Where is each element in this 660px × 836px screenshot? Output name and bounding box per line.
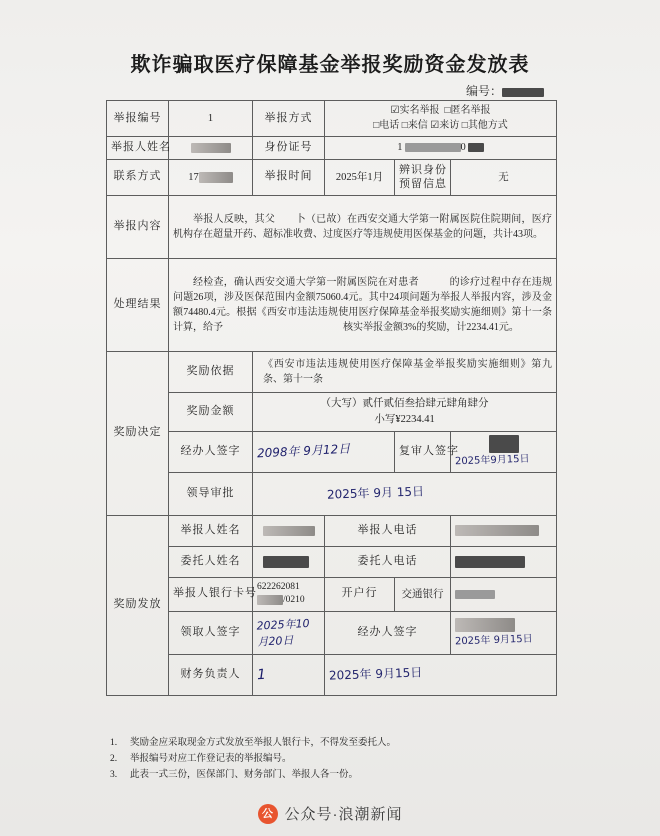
note-text: 此表一式三份，医保部门、财务部门、举报人各一份。: [130, 770, 359, 781]
note-item: [110, 735, 580, 751]
table-row: [107, 392, 557, 431]
leader-approval-value: [253, 472, 557, 515]
table-row: [107, 258, 557, 351]
watermark-text: 公众号·浪潮新闻: [284, 806, 403, 823]
note-item: [110, 751, 580, 767]
trustee-phone-value: [451, 546, 557, 577]
contact-value: [169, 159, 253, 195]
table-row: [107, 351, 557, 392]
receive-sign-label: 领取人签字: [169, 612, 253, 655]
note-number: 3.: [110, 770, 118, 781]
doc-number-redaction: [502, 88, 544, 97]
report-method-options: [325, 101, 557, 137]
leader-approval-date: 2025年 9月 15日: [326, 484, 425, 502]
award-amount-value: [253, 392, 557, 431]
id-number-label: 身份证号: [253, 137, 325, 160]
note-number: 2.: [110, 754, 118, 765]
checkbox-anonymous[interactable]: □: [444, 105, 451, 116]
note-number: 1.: [110, 738, 118, 748]
finance-head-date-cell: [325, 655, 557, 696]
trustee-name-value: [253, 546, 325, 577]
report-time-value: 2025年1月: [325, 159, 395, 195]
checkbox-letter[interactable]: □: [401, 119, 408, 131]
handler-sign-date: 2098年 9月12日: [256, 441, 351, 461]
table-row: [107, 101, 557, 137]
identify-info-value: 无: [451, 159, 557, 195]
checkbox-visit-label: 来访: [439, 119, 460, 131]
report-no-label: 举报编号: [107, 101, 169, 137]
note-item: [110, 767, 580, 783]
checkbox-realname[interactable]: ☑: [390, 105, 400, 116]
table-row: [107, 159, 557, 195]
bank-card-value: [253, 577, 325, 612]
bank-card-prefix: 622262081: [257, 581, 300, 592]
reporter-name-redaction: [191, 143, 231, 153]
review-sign-date: 2025年9月15日: [454, 453, 530, 468]
table-row: [107, 612, 557, 655]
form-notes: [110, 735, 580, 783]
payee-phone-label: 举报人电话: [325, 515, 451, 546]
checkbox-phone-label: 电话: [379, 119, 400, 131]
note-text: 奖励金应采取现金方式发放至举报人银行卡，不得发至委托人。: [130, 738, 397, 748]
checkbox-other-label: 其他方式: [467, 119, 508, 131]
trustee-phone-label: 委托人电话: [325, 546, 451, 577]
review-sign-label: 复审人签字: [395, 431, 451, 472]
doc-number-label: 编号：: [465, 84, 502, 98]
table-row: [107, 137, 557, 160]
handler-sign-label: 经办人签字: [169, 431, 253, 472]
award-amount-label: 奖励金额: [169, 392, 253, 431]
handling-result-text: 经检查，确认西安交通大学第一附属医院在对患者 的诊疗过程中存在违规问题26项，涉及医保范围内金额75060.4元。其中24项问题为举报人举报内容，涉及金额74480.4元。根据《西安市违法违规使用医疗保障基金举报奖励实施细则》第十一条计算，给予 核实举报金额3%的奖励，计2234.41元。: [169, 258, 557, 351]
award-basis-text: 《西安市违法违规使用医疗保障基金举报奖励实施细则》第九条、第十一条: [253, 351, 557, 392]
doc-number: [466, 82, 544, 99]
bank-branch-label: 开户行: [325, 577, 395, 612]
table-row: [107, 195, 557, 258]
bank-branch-extra: [451, 577, 557, 612]
report-no-value: 1: [169, 101, 253, 137]
wechat-badge-icon: 公: [258, 804, 278, 824]
bank-card-label: 举报人银行卡号: [169, 577, 253, 612]
note-text: 举报编号对应工作登记表的举报编号。: [130, 754, 292, 765]
report-content-label: 举报内容: [107, 195, 169, 258]
table-row: [107, 431, 557, 472]
table-row: [107, 655, 557, 696]
handler-sign2-label: 经办人签字: [325, 612, 451, 655]
reporter-name-value: [169, 137, 253, 160]
payee-name-value: [253, 515, 325, 546]
identify-info-label-line1: 辨识身份: [399, 163, 447, 176]
trustee-name-label: 委托人姓名: [169, 546, 253, 577]
checkbox-other[interactable]: □: [461, 119, 468, 131]
identify-info-label-line2: 预留信息: [399, 178, 447, 191]
payee-name-label: 举报人姓名: [169, 515, 253, 546]
award-issue-label: 奖励发放: [107, 515, 169, 696]
award-amount-upper: （大写）贰仟贰佰叁拾肆元肆角肆分: [320, 398, 489, 410]
contact-label: 联系方式: [107, 159, 169, 195]
payee-phone-value: [451, 515, 557, 546]
id-number-value: 1 0: [325, 137, 557, 160]
receive-sign-value: [253, 612, 325, 655]
handler-sign2-date: 2025年 9月15日: [454, 633, 533, 648]
identify-info-label: [395, 159, 451, 195]
handling-result-label: 处理结果: [107, 258, 169, 351]
award-basis-label: 奖励依据: [169, 351, 253, 392]
report-time-label: 举报时间: [253, 159, 325, 195]
handler-sign2-value: [451, 612, 557, 655]
watermark-footer: [0, 803, 660, 824]
bank-branch-value: 交通银行: [395, 577, 451, 612]
award-decision-label: 奖励决定: [107, 351, 169, 515]
checkbox-realname-label: 实名举报: [399, 105, 440, 116]
handler-sign-value: [253, 431, 395, 472]
table-row: [107, 515, 557, 546]
table-row: [107, 546, 557, 577]
award-amount-lower: 小写¥2234.41: [374, 413, 435, 425]
report-content-text: 举报人反映，其父 卜（已故）在西安交通大学第一附属医院住院期间，医疗机构存在超量开药、超标准收费、过度医疗等违规使用医保基金的问题，共计43项。: [169, 195, 557, 258]
report-method-label: 举报方式: [253, 101, 325, 137]
contact-value-text: 17: [188, 171, 199, 183]
finance-head-value: [253, 655, 325, 696]
page-title: 欺诈骗取医疗保障基金举报奖励资金发放表: [130, 54, 530, 76]
finance-head-label: 财务负责人: [169, 655, 253, 696]
reporter-name-label: 举报人姓名: [107, 137, 169, 160]
table-row: [107, 472, 557, 515]
award-form-table: [106, 100, 557, 696]
finance-head-mark: 1: [256, 666, 267, 684]
bank-card-suffix: /0210: [283, 595, 305, 606]
checkbox-letter-label: 来信: [407, 119, 428, 131]
table-row: [107, 577, 557, 612]
review-sign-value: [451, 431, 557, 472]
receive-sign-date: 2025年10月20日: [256, 616, 310, 649]
checkbox-anonymous-label: 匿名举报: [450, 105, 491, 116]
checkbox-visit[interactable]: ☑: [430, 119, 440, 131]
finance-head-date: 2025年 9月15日: [328, 665, 423, 683]
leader-approval-label: 领导审批: [169, 472, 253, 515]
checkbox-phone[interactable]: □: [373, 119, 380, 131]
